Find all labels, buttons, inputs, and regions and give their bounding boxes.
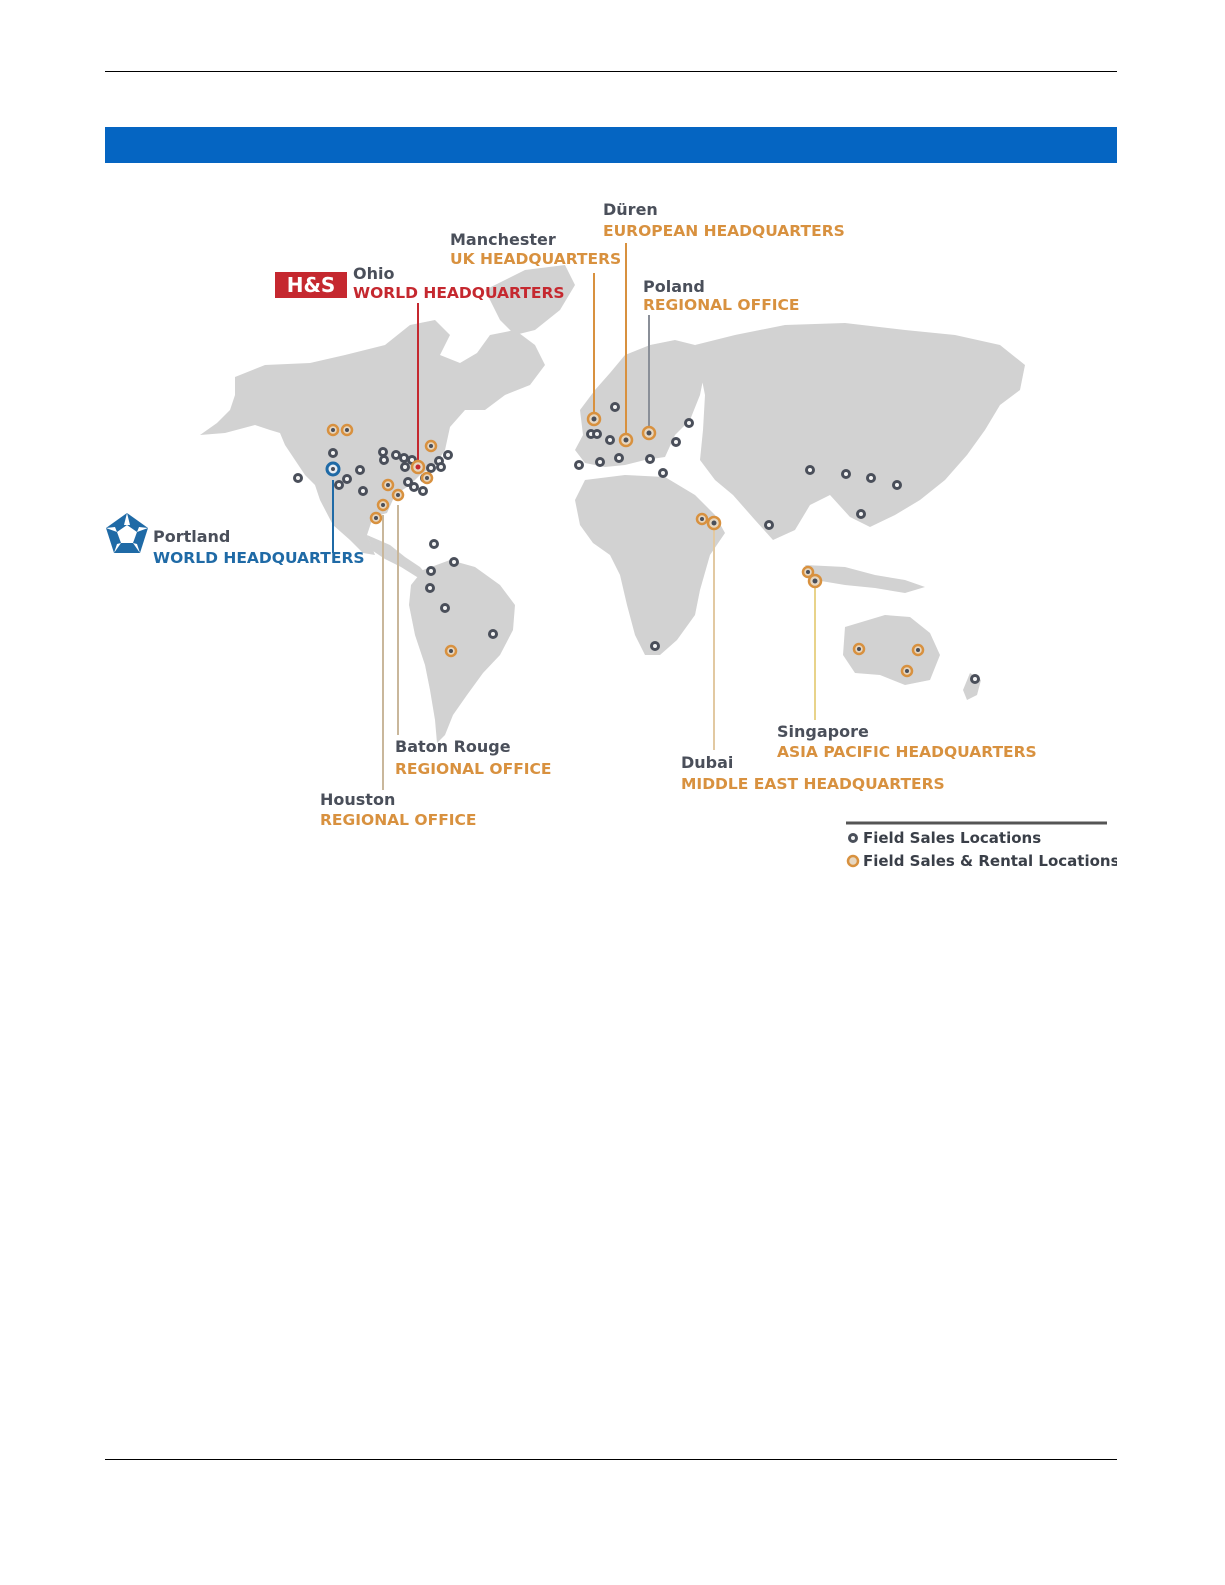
legend-sales-icon [850,835,857,842]
legend [846,823,1117,870]
rental-dot [902,666,912,676]
office-city: Dubai [681,753,734,772]
office-role: REGIONAL OFFICE [643,296,800,314]
sales-dot [607,437,614,444]
rental-dot [708,517,720,529]
sales-dot [843,471,850,478]
sales-dot [597,459,604,466]
world-locations-map [105,195,1117,895]
office-role: WORLD HEADQUARTERS [353,284,565,302]
portland-logo-icon [106,513,148,553]
office-role: ASIA PACIFIC HEADQUARTERS [777,743,1037,761]
sales-dot [381,457,388,464]
sales-dot [380,449,387,456]
office-role: UK HEADQUARTERS [450,250,622,268]
sales-dot [344,476,351,483]
legend-rental-icon [848,856,858,866]
sales-dot [438,464,445,471]
label-singapore [777,722,1037,761]
rental-dot [383,480,393,490]
rental-dot [854,644,864,654]
sales-dot [972,676,979,683]
landmass-south-america [409,560,515,743]
sales-dot [686,420,693,427]
rental-dot [426,441,436,451]
sales-dot [594,431,601,438]
office-role: REGIONAL OFFICE [320,811,477,829]
map-svg [105,195,1117,895]
sales-dot [360,488,367,495]
sales-dot [330,450,337,457]
sales-dot [612,404,619,411]
rental-dot [588,413,600,425]
sales-dot [766,522,773,529]
label-duren [603,200,845,240]
office-city: Düren [603,200,658,219]
rental-dot [412,461,424,473]
rental-dot [378,500,388,510]
sales-dot [402,464,409,471]
office-role: WORLD HEADQUARTERS [153,549,365,567]
label-baton-rouge [395,737,552,778]
sales-dot [393,452,400,459]
sales-dot [428,465,435,472]
rental-dot [913,645,923,655]
sales-dot [868,475,875,482]
sales-dot [576,462,583,469]
sales-dot [451,559,458,566]
rental-dot [620,434,632,446]
sales-dot [431,541,438,548]
sales-dot [807,467,814,474]
landmass-africa [575,475,725,655]
sales-dot [428,568,435,575]
office-city: Singapore [777,722,869,741]
office-city: Baton Rouge [395,737,511,756]
rental-dot [422,473,432,483]
rental-dot [371,513,381,523]
section-header-bar [105,127,1117,163]
sales-dot [401,455,408,462]
office-city: Ohio [353,264,395,283]
sales-dot [647,456,654,463]
office-city: Houston [320,790,396,809]
legend-rental-label: Field Sales & Rental Locations [863,852,1117,870]
sales-dot [673,439,680,446]
office-role: EUROPEAN HEADQUARTERS [603,222,845,240]
sales-dot [660,470,667,477]
portland-marker [327,463,339,475]
top-rule [105,71,1117,72]
label-poland [643,277,800,314]
office-role: REGIONAL OFFICE [395,760,552,778]
sales-dot [490,631,497,638]
sales-dot [445,452,452,459]
sales-dot [442,605,449,612]
sales-dot [336,482,343,489]
legend-sales-label: Field Sales Locations [863,829,1042,847]
rental-dot [393,490,403,500]
landmass-asia [695,323,1025,540]
sales-dot [411,484,418,491]
sales-dot [357,467,364,474]
sales-dot [894,482,901,489]
sales-dot [616,455,623,462]
office-city: Manchester [450,230,556,249]
sales-dot [420,488,427,495]
rental-dot [697,514,707,524]
rental-dot [342,425,352,435]
hs-logo-text: H&S [286,273,336,297]
office-city: Portland [153,527,231,546]
hs-logo [275,272,347,298]
rental-dot [328,425,338,435]
landmass-indonesia [805,565,925,593]
bottom-rule [105,1459,1117,1460]
leader-lines [333,243,815,790]
sales-dot [858,511,865,518]
office-role: MIDDLE EAST HEADQUARTERS [681,775,945,793]
sales-dot [295,475,302,482]
rental-dot [643,427,655,439]
label-houston [320,790,477,829]
label-manchester [450,230,621,268]
rental-dot [809,575,821,587]
office-city: Poland [643,277,705,296]
rental-dot [446,646,456,656]
sales-dot [427,585,434,592]
sales-dot [652,643,659,650]
